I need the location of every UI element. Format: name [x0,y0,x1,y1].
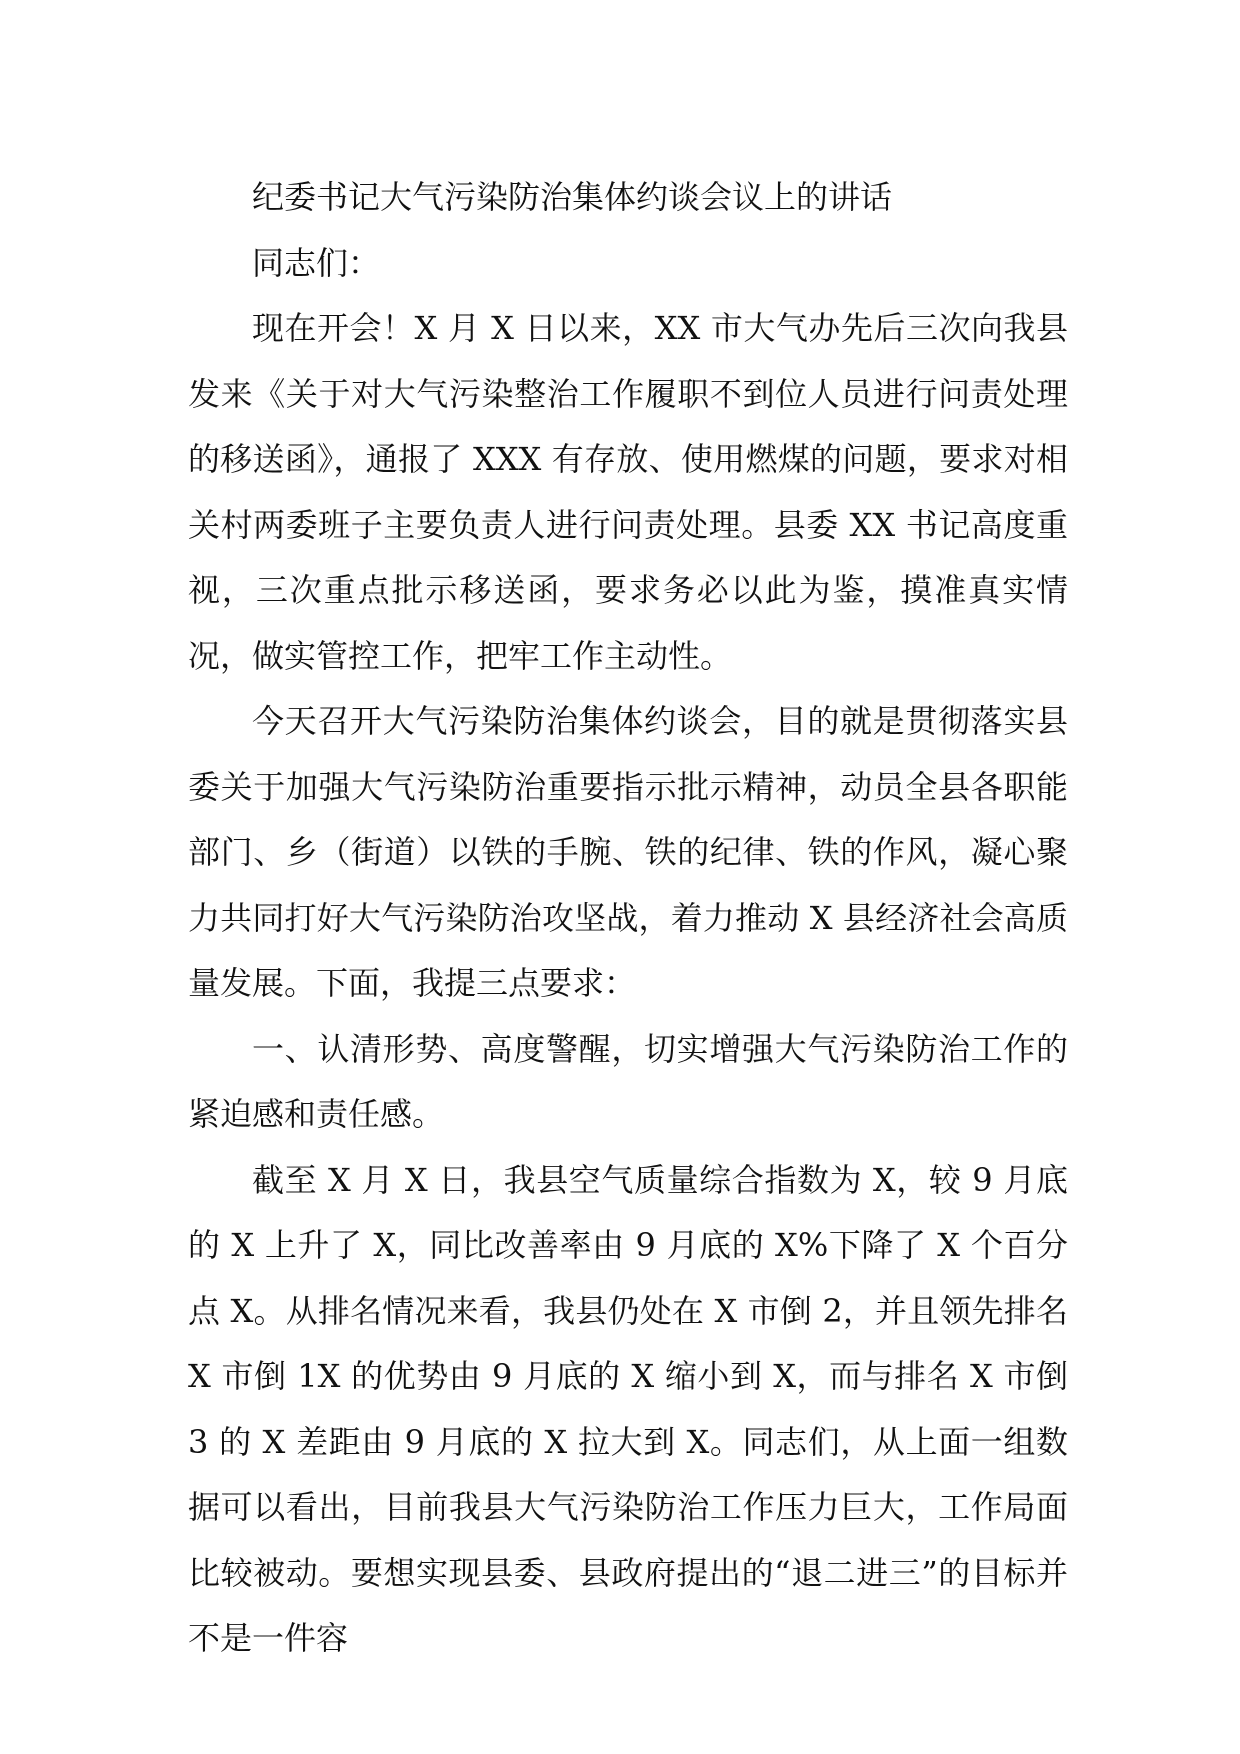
paragraph-situation: 截至 X 月 X 日，我县空气质量综合指数为 X，较 9 月底的 X 上升了 X，同比改善率由 9 月底的 X%下降了 X 个百分点 X。从排名情况来看，我县仍处在 X 市倒 2，并且领先排名 X 市倒 1X 的优势由 9 月底的 X 缩小到 X，而与排名 X 市倒 3 的 X 差距由 9 月底的 X 拉大到 X。同志们，从上面一组数据可以看出，目前我县大气污染防治工作压力巨大，工作局面比较被动。要想实现县委、县政府提出的“退二进三”的目标并不是一件容 [188,1160,1068,1657]
paragraph-opening: 现在开会！X 月 X 日以来，XX 市大气办先后三次向我县发来《关于对大气污染整治工作履职不到位人员进行问责处理的移送函》，通报了 XXX 有存放、使用燃煤的问题，要求对相关村两委班子主要负责人进行问责处理。县委 XX 书记高度重视，三次重点批示移送函，要求务必以此为鉴，摸准真实情况，做实管控工作，把牢工作主动性。 [188,309,1068,675]
section-heading-1: 一、认清形势、高度警醒，切实增强大气污染防治工作的紧迫感和责任感。 [188,1029,1068,1133]
document-title: 纪委书记大气污染防治集体约谈会议上的讲话 [252,178,893,216]
document-page [188,165,1068,1672]
salutation: 同志们： [252,243,381,282]
paragraph-purpose: 今天召开大气污染防治集体约谈会，目的就是贯彻落实县委关于加强大气污染防治重要指示批示精神，动员全县各职能部门、乡（街道）以铁的手腕、铁的纪律、铁的作风，凝心聚力共同打好大气污染防治攻坚战，着力推动 X 县经济社会高质量发展。下面，我提三点要求： [188,702,1068,1002]
